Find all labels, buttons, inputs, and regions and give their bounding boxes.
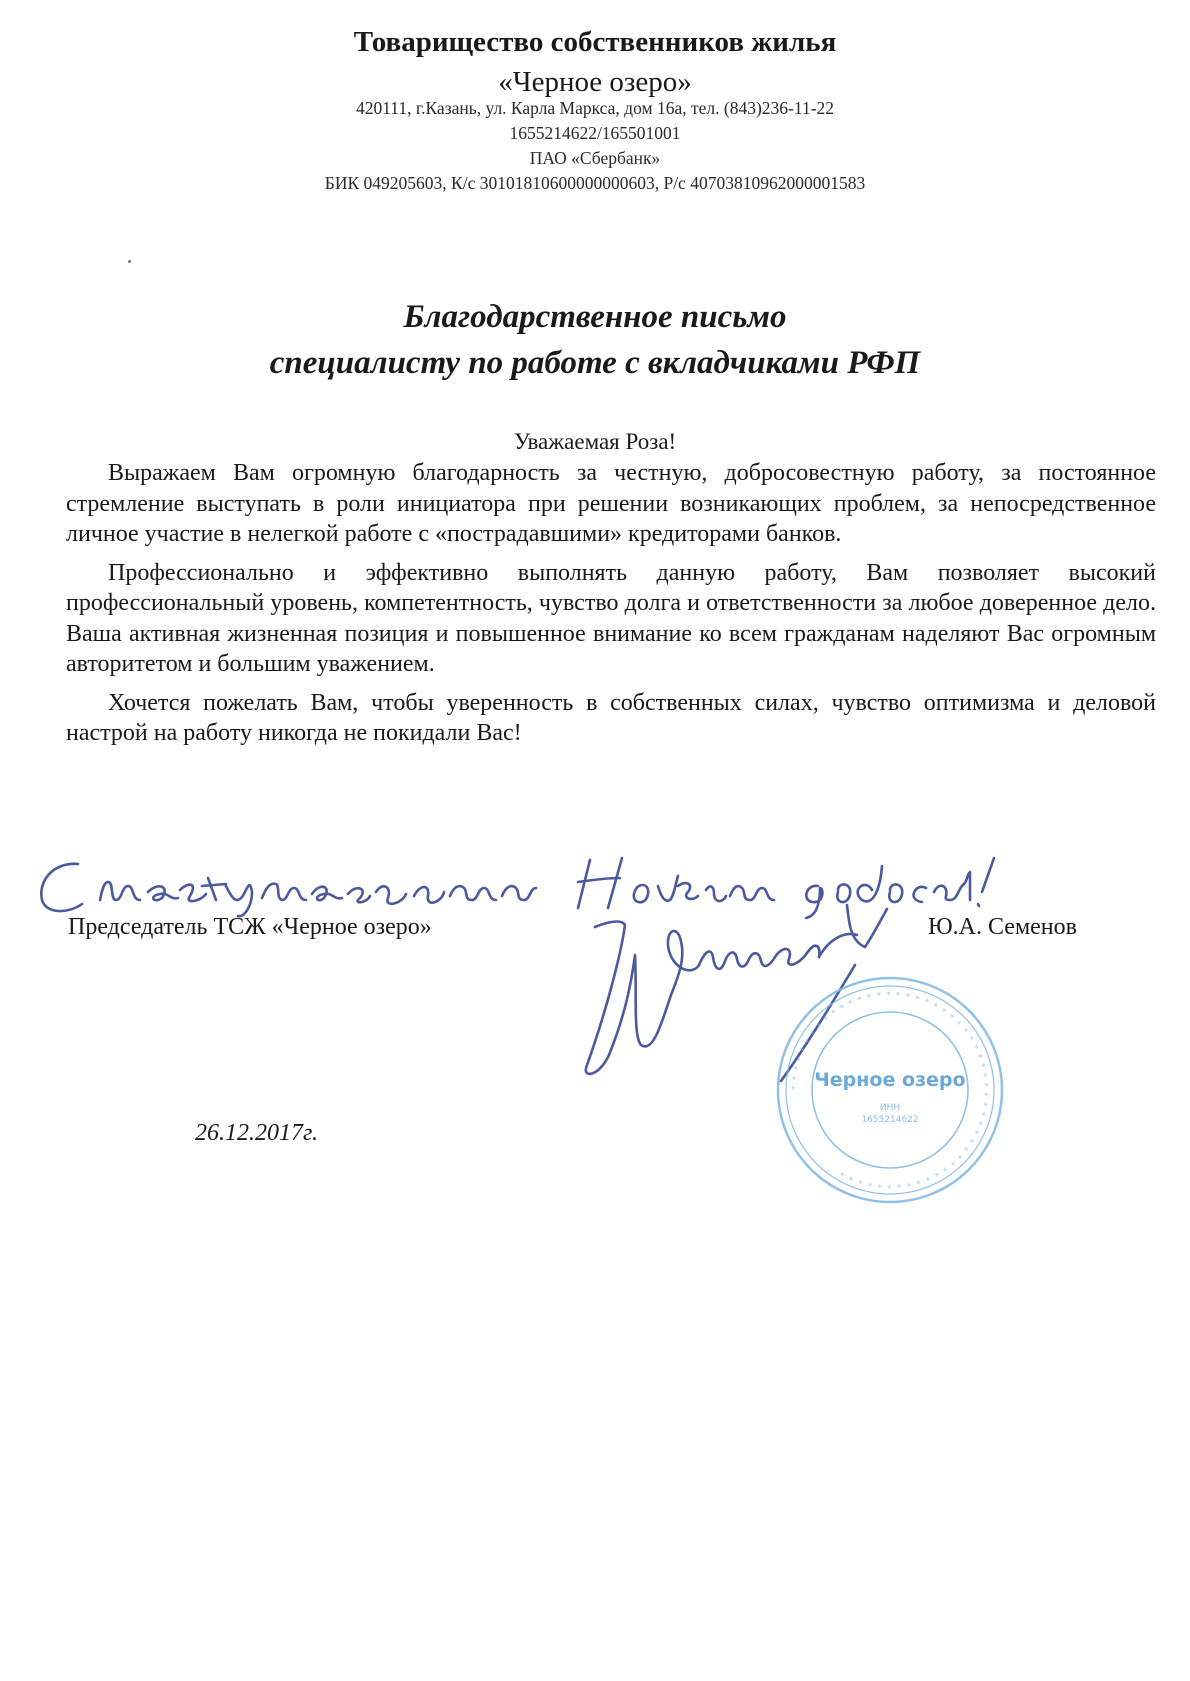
stamp-center-text: Черное озеро <box>814 1069 966 1091</box>
org-bank: ПАО «Сбербанк» <box>529 148 661 168</box>
org-bank-details: БИК 049205603, К/с 30101810600000000603, Р/с 40703810962000001583 <box>324 173 866 193</box>
org-address: 420111, г.Казань, ул. Карла Маркса, дом 16а, тел. (843)236-11-22 <box>355 98 835 118</box>
chairman-title: Председатель ТСЖ «Черное озеро» <box>68 914 432 940</box>
paragraph: Профессионально и эффективно выполнять данную работу, Вам позволяет высокий профессиональный уровень, компетентность, чувство долга и ответственности за любое доверенное дело. Ваша активная жизненная позиция и повышенное внимание ко всем гражданам наделяют Вас огромным авторитетом и большим уважением. <box>66 559 1156 677</box>
letter-title: Благодарственное письмо <box>403 299 787 335</box>
letter-body <box>66 458 1156 757</box>
organization-stamp <box>770 970 1010 1210</box>
org-name: Товарищество собственников жилья <box>353 26 837 58</box>
org-inn-kpp: 1655214622/165501001 <box>509 123 681 143</box>
svg-text:* * * * * * * * * * * * * * *: * * * * * * * * * * * * * * * * * * * * * * * * * * * * * * * * * * * * * * * * * * * * * * * * * * * * <box>790 990 990 1190</box>
letter-date: 26.12.2017г. <box>195 1120 319 1146</box>
paragraph: Хочется пожелать Вам, чтобы уверенность в собственных силах, чувство оптимизма и деловой настрой на работу никогда не покидали Вас! <box>66 689 1156 746</box>
org-subname: «Черное озеро» <box>498 66 692 98</box>
stamp-inn-label: ИНН <box>879 1103 901 1113</box>
scan-speck <box>128 260 131 263</box>
stamp-inn-number: 1655214622 <box>861 1115 919 1125</box>
chairman-name: Ю.А. Семенов <box>928 914 1077 940</box>
greeting: Уважаемая Роза! <box>513 429 677 454</box>
paragraph: Выражаем Вам огромную благодарность за честную, добросовестную работу, за постоянное стремление выступать в роли инициатора при решении возникающих проблем, за непосредственное личное участие в нелегкой работе с «пострадавшими» кредиторами банков. <box>66 460 1156 547</box>
letter-subtitle: специалисту по работе с вкладчиками РФП <box>269 345 921 381</box>
